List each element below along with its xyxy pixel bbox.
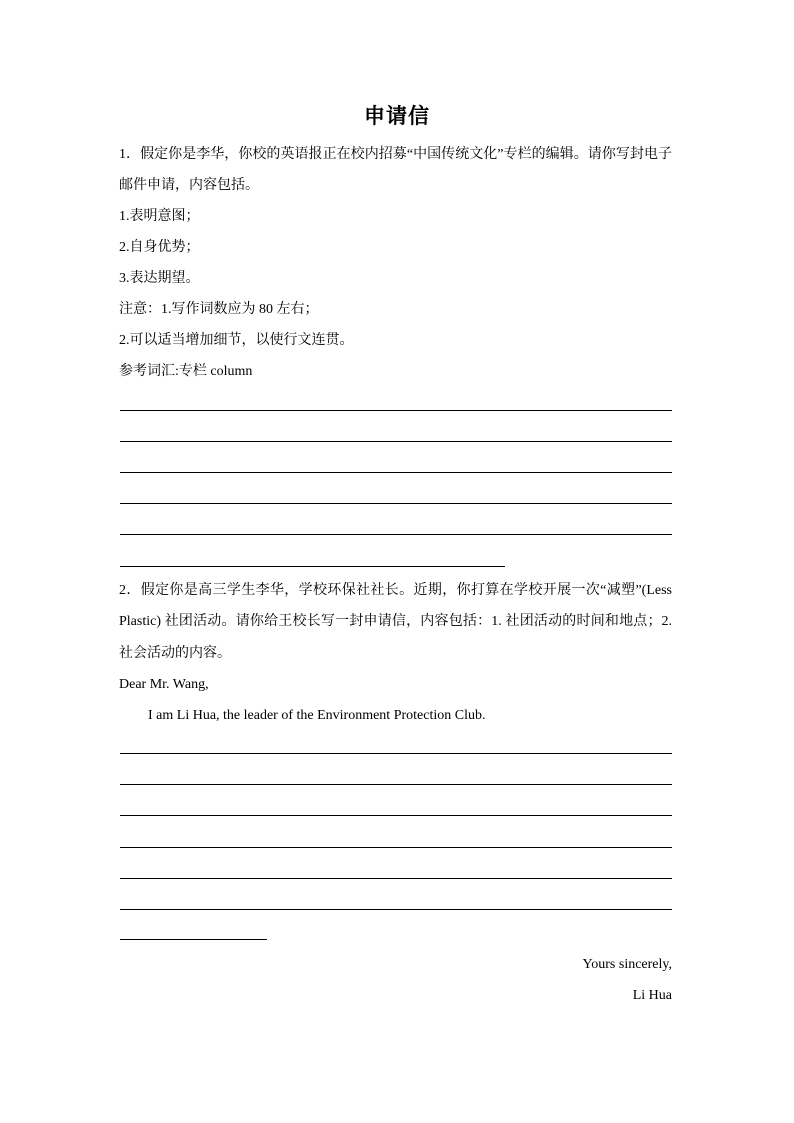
q2-writing-line xyxy=(120,784,672,785)
q1-note-2: 2.可以适当增加细节，以使行文连贯。 xyxy=(119,333,354,348)
q2-writing-line xyxy=(120,815,672,816)
q2-prompt-line-1: 2．假定你是高三学生李华，学校环保社社长。近期，你打算在学校开展一次“减塑”(Less xyxy=(119,583,672,598)
q1-writing-line-short xyxy=(120,566,505,567)
q1-note-1: 注意：1.写作词数应为 80 左右； xyxy=(119,302,319,317)
letter-signature: Li Hua xyxy=(632,988,672,1003)
q2-writing-line xyxy=(120,753,672,754)
q1-writing-line xyxy=(120,441,672,442)
q1-writing-line xyxy=(120,472,672,473)
q2-prompt-line-3: 社会活动的内容。 xyxy=(119,646,231,661)
q2-writing-line-short xyxy=(120,939,267,940)
q1-prompt-line-1: 1．假定你是李华，你校的英语报正在校内招募“中国传统文化”专栏的编辑。请你写封电子 xyxy=(119,147,672,162)
letter-closing: Yours sincerely, xyxy=(582,957,672,972)
q1-writing-line xyxy=(120,534,672,535)
q1-writing-line xyxy=(120,503,672,504)
letter-salutation: Dear Mr. Wang, xyxy=(119,677,209,692)
q1-writing-line xyxy=(120,410,672,411)
q1-prompt-line-2: 邮件申请，内容包括。 xyxy=(119,178,259,193)
q1-requirement-3: 3.表达期望。 xyxy=(119,271,200,286)
letter-opening-sentence: I am Li Hua, the leader of the Environment Protection Club. xyxy=(148,708,486,723)
q1-vocabulary: 参考词汇:专栏 column xyxy=(119,364,253,379)
q1-requirement-1: 1.表明意图； xyxy=(119,209,200,224)
q1-requirement-2: 2.自身优势； xyxy=(119,240,200,255)
q2-writing-line xyxy=(120,909,672,910)
q2-writing-line xyxy=(120,878,672,879)
document-title: 申请信 xyxy=(364,104,430,128)
q2-prompt-line-2: Plastic) 社团活动。请你给王校长写一封申请信，内容包括：1. 社团活动的时间和地点；2. xyxy=(119,614,672,629)
q2-writing-line xyxy=(120,847,672,848)
